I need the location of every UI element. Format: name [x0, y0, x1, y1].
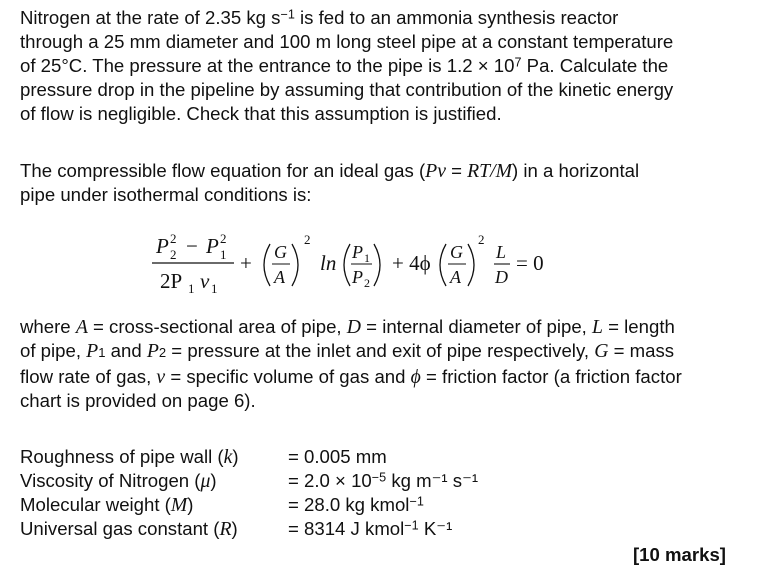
svg-text:P: P	[352, 267, 363, 287]
svg-text:ln: ln	[320, 251, 337, 275]
problem-line-5: of flow is negligible. Check that this assumption is justified.	[20, 103, 502, 124]
svg-text:G: G	[274, 242, 287, 262]
svg-text:2: 2	[170, 247, 177, 262]
svg-text:2: 2	[170, 231, 177, 246]
svg-text:+: +	[240, 251, 252, 275]
intro-paragraph: The compressible flow equation for an ideal gas (Pv = RT/M) in a horizontal pipe under isothermal conditions is:	[20, 160, 640, 205]
problem-line-2: through a 25 mm diameter and 100 m long steel pipe at a constant temperature	[20, 31, 674, 52]
svg-text:2: 2	[220, 231, 227, 246]
definitions-paragraph: where A = cross-sectional area of pipe, D = internal diameter of pipe, L = length of pipe, P1 and P2 = pressure at the inlet and exit of pipe respectively, G = mass flow rate of gas, v = specific volume of gas and ϕ = friction factor (a friction factor chart is provided on page 6).	[20, 316, 682, 411]
svg-text:1: 1	[220, 247, 227, 262]
svg-text:P: P	[156, 234, 169, 258]
compressible-flow-equation	[150, 226, 610, 298]
problem-line-4: pressure drop in the pipeline by assuming that contribution of the kinetic energy	[20, 79, 674, 100]
svg-text:1: 1	[211, 281, 218, 296]
problem-line-3: of 25°C. The pressure at the entrance to the pipe is $1.2 \times 10^7$ Pa. Calculate the	[20, 55, 669, 76]
svg-text:2: 2	[304, 232, 311, 247]
svg-text:2: 2	[478, 232, 485, 247]
svg-text:1: 1	[188, 281, 195, 296]
svg-text:= 0: = 0	[516, 251, 544, 275]
svg-text:A: A	[450, 267, 461, 287]
svg-text:L: L	[496, 242, 507, 262]
svg-text:A: A	[274, 267, 285, 287]
svg-text:P: P	[352, 242, 363, 262]
svg-text:2P: 2P	[160, 269, 183, 293]
svg-text:1: 1	[364, 251, 370, 265]
svg-text:G: G	[450, 242, 463, 262]
problem-statement	[20, 6, 732, 126]
svg-text:−: −	[186, 234, 198, 258]
svg-text:P: P	[206, 234, 219, 258]
problem-line-1: Nitrogen at the rate of 2.35 kg $s^{-1}$ is fed to an ammonia synthesis reactor	[20, 7, 619, 28]
svg-text:2: 2	[364, 276, 370, 290]
svg-text:+ 4ϕ: + 4ϕ	[392, 251, 431, 275]
svg-text:D: D	[495, 267, 508, 287]
marks-label: [10 marks]	[632, 544, 726, 565]
svg-text:v: v	[200, 269, 210, 293]
